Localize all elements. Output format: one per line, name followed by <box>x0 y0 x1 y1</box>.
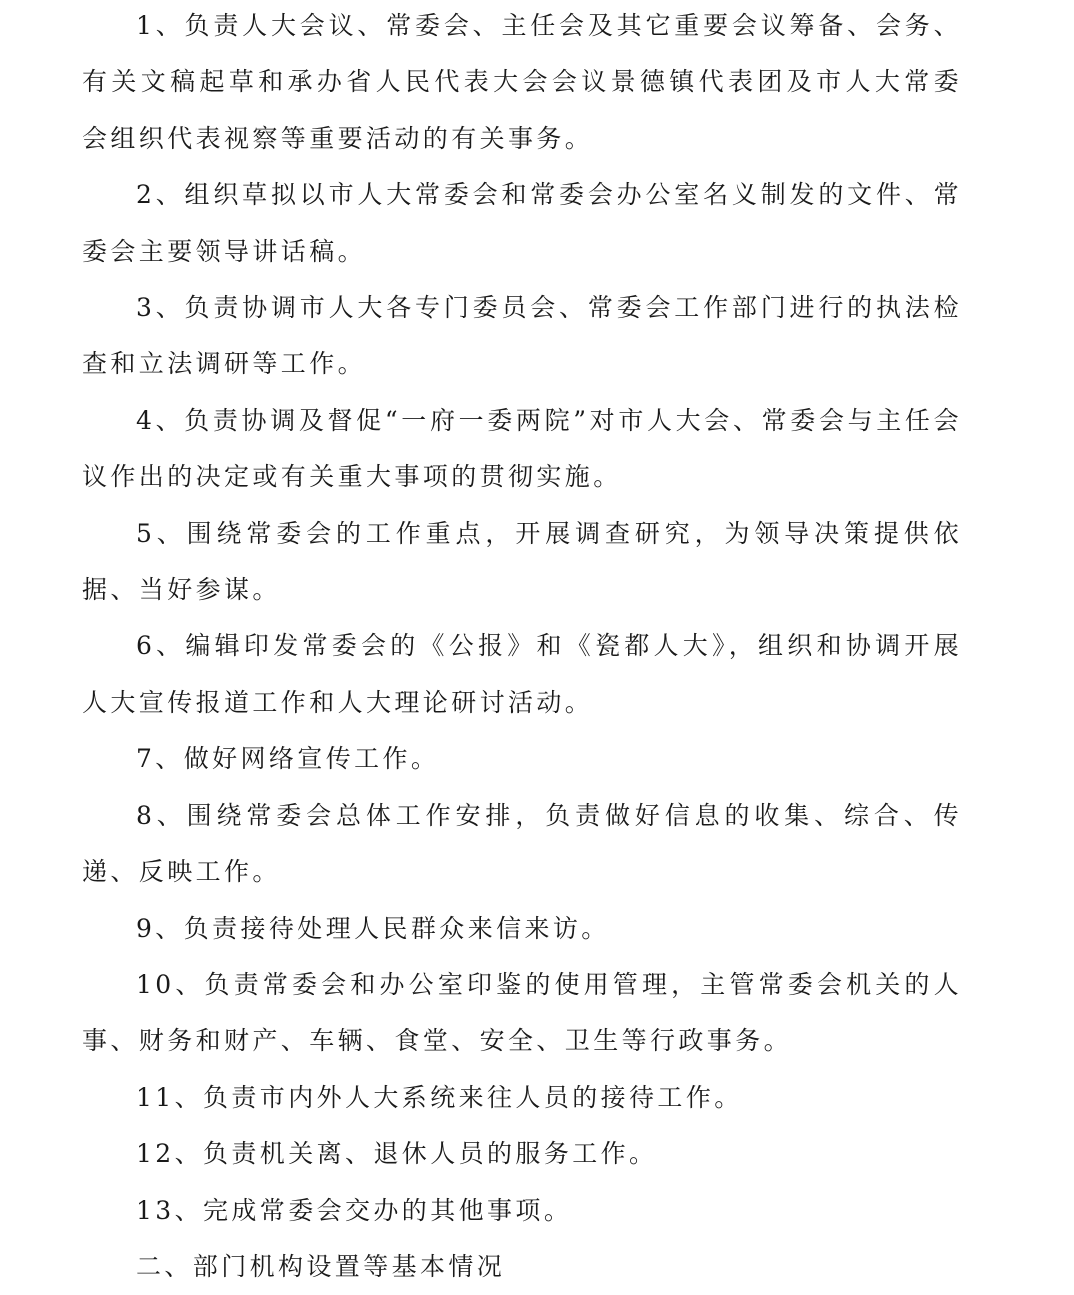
duty-item-3: 3、负责协调市人大各专门委员会、常委会工作部门进行的执法检查和立法调研等工作。 <box>82 293 962 379</box>
duty-item-4: 4、负责协调及督促“一府一委两院”对市人大会、常委会与主任会议作出的决定或有关重大事项的贯彻实施。 <box>82 405 962 492</box>
section-heading: 二、部门机构设置等基本情况 <box>136 1251 506 1281</box>
duty-item-12: 12、负责机关离、退休人员的服务工作。 <box>136 1139 658 1169</box>
duty-item-8: 8、围绕常委会总体工作安排，负责做好信息的收集、综合、传递、反映工作。 <box>82 800 962 887</box>
duty-item-2: 2、组织草拟以市人大常委会和常委会办公室名义制发的文件、常委会主要领导讲话稿。 <box>82 180 962 266</box>
duty-item-11: 11、负责市内外人大系统来往人员的接待工作。 <box>136 1082 743 1112</box>
document-body <box>82 0 962 1295</box>
duty-item-9: 9、负责接待处理人民群众来信来访。 <box>136 913 610 943</box>
duty-item-10: 10、负责常委会和办公室印鉴的使用管理，主管常委会机关的人事、财务和财产、车辆、食堂、安全、卫生等行政事务。 <box>82 969 962 1056</box>
duty-item-7: 7、做好网络宣传工作。 <box>136 744 440 774</box>
duty-item-5: 5、围绕常委会的工作重点，开展调查研究，为领导决策提供依据、当好参谋。 <box>82 518 962 605</box>
duty-item-6: 6、编辑印发常委会的《公报》和《瓷都人大》，组织和协调开展人大宣传报道工作和人大理论研讨活动。 <box>82 631 962 717</box>
duty-item-1: 1、负责人大会议、常委会、主任会及其它重要会议筹备、会务、有关文稿起草和承办省人民代表大会会议景德镇代表团及市人大常委会组织代表视察等重要活动的有关事务。 <box>82 11 962 153</box>
duty-item-13: 13、完成常委会交办的其他事项。 <box>136 1195 573 1225</box>
